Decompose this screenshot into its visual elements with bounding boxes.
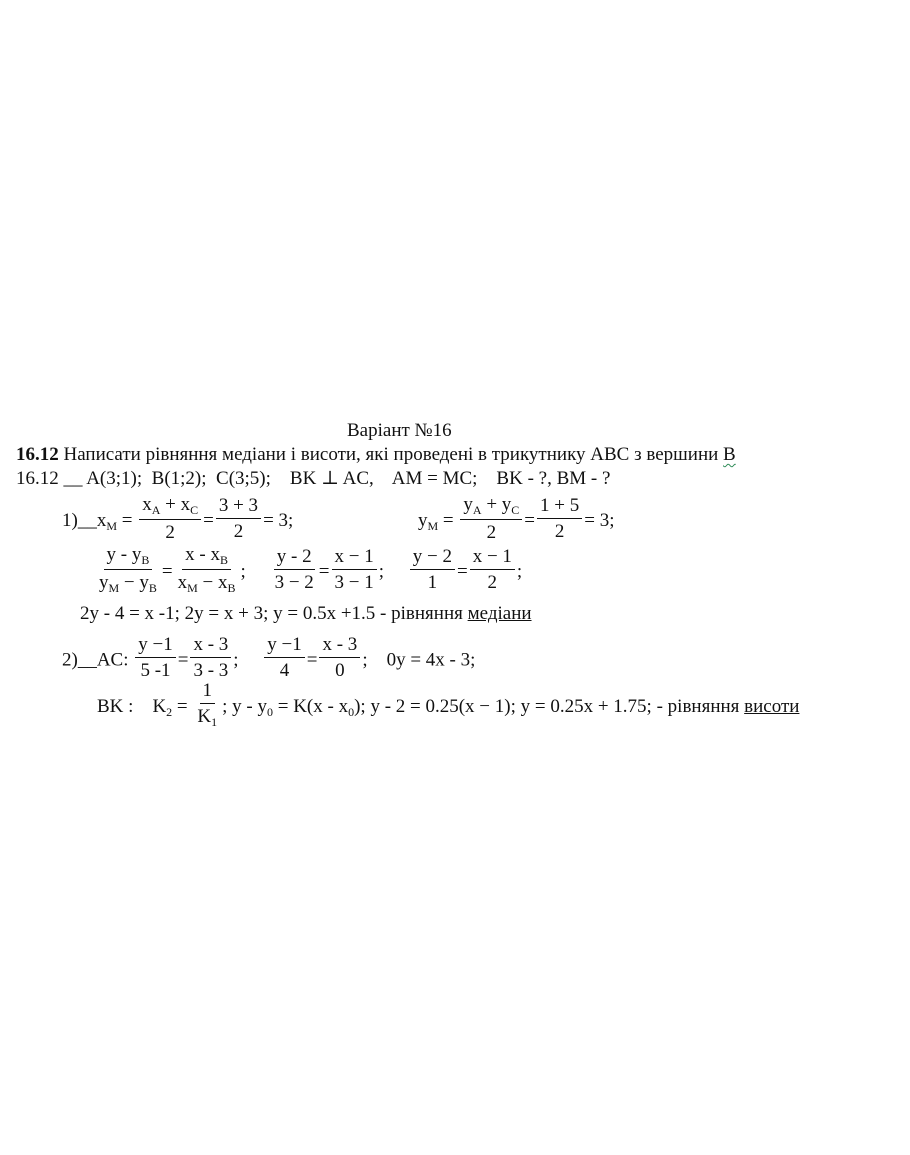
ym-fraction-1 xyxy=(460,495,522,543)
subst-fraction-x: $\frac{x - 1}{3 - 1}$ xyxy=(332,547,377,593)
xm-fraction-1-den: 2 xyxy=(165,521,175,543)
page-title: Варіант №16 xyxy=(347,420,452,441)
part1-label: 1)__ xyxy=(62,510,97,532)
ya-symbol: y xyxy=(463,494,473,515)
k2-fraction: $\frac{1}{K_1}$ xyxy=(197,680,218,729)
eq-fraction-x: $\frac{x - x_B}{x_M - x_B}$ xyxy=(177,544,236,595)
ym-fraction-2-num: 1 + 5 xyxy=(537,496,582,519)
point-c: C(3;5); xyxy=(216,468,271,489)
xa-sub: A xyxy=(151,503,161,517)
xm-fraction-1 xyxy=(139,495,201,543)
altitude-result-text: y - 2 = 0.25(x − 1); y = 0.25x + 1.75; - рівняння xyxy=(365,696,745,718)
ym-fraction-2-den: 2 xyxy=(554,520,565,542)
ac-line-equation: 2)__AC: $\frac{y -1}{5 -1}$ = $\frac{x - 3}{3 - 3}$ ; $\frac{y -1}{4}$ = $\frac{x - 3}{0}$ ; 0y = 4x - 3; xyxy=(62,634,476,681)
perpendicular-condition: BK ⊥ AC, xyxy=(289,468,374,489)
ym-result: = 3; xyxy=(584,510,615,532)
given-line xyxy=(16,469,610,488)
ac-result: 0y = 4x - 3; xyxy=(386,649,476,671)
given-number: 16.12 xyxy=(16,468,59,489)
point-b: B(1;2); xyxy=(151,468,207,489)
median-result xyxy=(80,604,532,623)
ya-sub: A xyxy=(472,503,482,517)
simplified-fraction-y: $\frac{y - 2}{1}$ xyxy=(410,547,455,593)
xm-fraction-2 xyxy=(216,496,261,542)
simplified-fraction-x: $\frac{x - 1}{2}$ xyxy=(470,547,515,593)
xm-sub: M xyxy=(106,519,117,534)
ac-fraction-1: $\frac{y -1}{5 -1}$ xyxy=(135,635,175,681)
task-number: 16.12 xyxy=(16,444,59,465)
xm-fraction-2-num: 3 + 3 xyxy=(216,496,261,519)
task-statement xyxy=(16,445,736,464)
ac-fraction-2: $\frac{x - 3}{3 - 3}$ xyxy=(190,635,231,681)
ym-formula: $y_M$ = $\frac{y_A + y_C}{2}$ = $\frac{1 + 5}{2}$ = 3; xyxy=(418,494,615,543)
ac-fraction-4: $\frac{x - 3}{0}$ xyxy=(319,635,360,681)
median-result-text: 2y - 4 = x -1; 2y = x + 3; y = 0.5x +1.5 - рівняння xyxy=(80,603,468,624)
task-vertex: В xyxy=(723,444,736,465)
part2-label: 2)__AC: xyxy=(62,649,129,671)
ac-fraction-3: $\frac{y -1}{4}$ xyxy=(264,635,304,681)
point-slope-form: ; y - y xyxy=(222,696,267,718)
subst-fraction-y: $\frac{y - 2}{3 - 2}$ xyxy=(274,545,314,593)
xc-symbol: x xyxy=(180,494,191,515)
yc-sub: C xyxy=(511,503,520,517)
xm-formula: $1)\_\_x_M$ = $\frac{x_A + x_C}{2}$ = $\frac{3 + 3}{2}$ = 3; xyxy=(62,494,294,543)
ym-fraction-2 xyxy=(537,496,582,542)
plus: + xyxy=(160,494,181,515)
xm-result: = 3; xyxy=(263,510,294,532)
task-text: Написати рівняння медіани і висоти, які проведені в трикутнику АВС з вершини xyxy=(58,444,724,465)
median-line-equation: $\frac{y - y_B}{y_M - y_B}$ = $\frac{x - x_B}{x_M - x_B}$ ; $\frac{y - 2}{3 - 2}$ = $\frac{x - 1}{3 - 1}$ ; $\frac{y - 2}{1}$ = $\frac{x - 1}{2}$ ; xyxy=(94,548,522,597)
median-word: медіани xyxy=(467,603,532,624)
ym-fraction-1-den: 2 xyxy=(486,521,497,543)
point-a: A(3;1); xyxy=(86,468,143,489)
xa-symbol: x xyxy=(142,494,152,515)
xm-symbol: x xyxy=(96,510,107,532)
xm-fraction-2-den: 2 xyxy=(233,520,244,542)
eq-fraction-y: $\frac{y - y_B}{y_M - y_B}$ xyxy=(99,544,157,595)
xc-sub: C xyxy=(190,503,199,517)
bk-label: BK : xyxy=(97,696,134,718)
question: BK - ?, BM - ? xyxy=(496,468,611,489)
given-blank: __ xyxy=(63,468,83,489)
ym-symbol: y xyxy=(418,510,428,532)
k2-symbol: K xyxy=(152,696,167,718)
bk-line-equation: BK : $K_2$ = $\frac{1}{K_1}$ ; $y - y_0 = K(x - x_0)$; y - 2 = 0.25(x − 1); y = 0.25x + 1.75; - рівняння висоти xyxy=(97,680,800,729)
median-condition: AM = MC; xyxy=(391,468,478,489)
plus: + xyxy=(481,494,502,515)
ym-sub: M xyxy=(427,519,439,534)
altitude-word: висоти xyxy=(744,696,800,718)
yc-symbol: y xyxy=(501,494,512,515)
